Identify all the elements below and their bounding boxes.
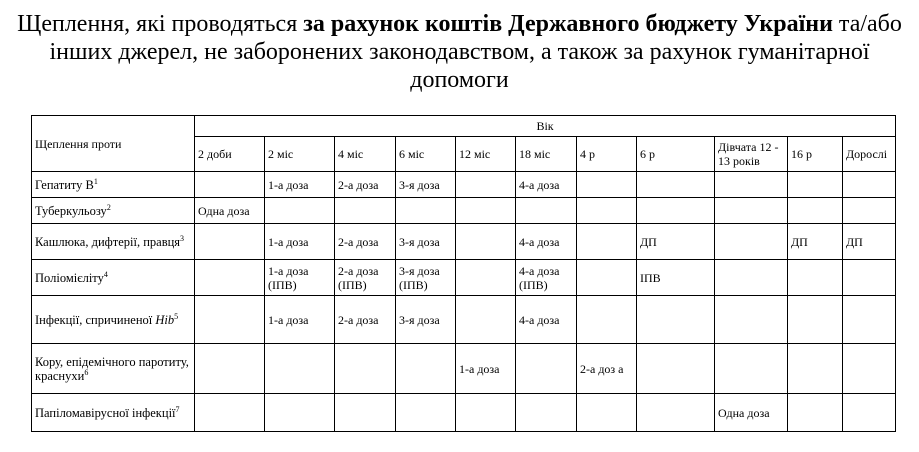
table-cell bbox=[637, 198, 715, 224]
row-label-text: Папіломавірусної інфекції bbox=[35, 405, 176, 420]
age-column-header: 4 р bbox=[577, 137, 637, 172]
table-cell: 3-я доза (ІПВ) bbox=[396, 260, 456, 296]
table-cell bbox=[788, 260, 843, 296]
age-column-header: 12 міс bbox=[456, 137, 516, 172]
table-cell: 1-а доза bbox=[265, 224, 335, 260]
table-cell bbox=[843, 344, 896, 394]
title-part2-bold: за рахунок коштів Державного бюджету України bbox=[303, 11, 833, 37]
table-cell: 4-а доза bbox=[516, 296, 577, 344]
table-row bbox=[32, 296, 896, 344]
row-label bbox=[32, 224, 195, 260]
table-cell bbox=[715, 172, 788, 198]
row-label bbox=[32, 344, 195, 394]
table-cell bbox=[788, 172, 843, 198]
table-row bbox=[32, 172, 896, 198]
title-part3: та/або інших джерел, не заборонених законодавством, а також за рахунок гуманітарної допомоги bbox=[49, 11, 902, 93]
table-cell bbox=[715, 296, 788, 344]
age-column-header: 6 р bbox=[637, 137, 715, 172]
table-cell bbox=[637, 344, 715, 394]
page-title bbox=[0, 10, 919, 94]
row-label-text: Гепатиту В bbox=[35, 177, 94, 192]
table-cell: 1-а доза bbox=[265, 172, 335, 198]
table-cell bbox=[577, 198, 637, 224]
table-cell bbox=[788, 296, 843, 344]
title-part1: Щеплення, які проводяться bbox=[17, 11, 304, 37]
table-cell: 1-а доза bbox=[265, 296, 335, 344]
table-cell bbox=[788, 198, 843, 224]
table-cell bbox=[335, 344, 396, 394]
row-label-italic: Hib bbox=[155, 312, 175, 327]
table-cell bbox=[637, 394, 715, 432]
table-cell bbox=[577, 224, 637, 260]
table-cell bbox=[843, 172, 896, 198]
table-cell bbox=[195, 296, 265, 344]
table-cell bbox=[456, 172, 516, 198]
table-cell bbox=[577, 260, 637, 296]
footnote-marker: 5 bbox=[174, 311, 179, 321]
table-cell bbox=[516, 344, 577, 394]
table-cell bbox=[788, 394, 843, 432]
table-cell bbox=[396, 344, 456, 394]
table-cell bbox=[396, 198, 456, 224]
table-row bbox=[32, 224, 896, 260]
table-cell bbox=[456, 260, 516, 296]
table-cell: 1-а доза bbox=[456, 344, 516, 394]
table-cell bbox=[335, 394, 396, 432]
table-cell bbox=[456, 224, 516, 260]
table-cell: ДП bbox=[637, 224, 715, 260]
age-column-header: 16 р bbox=[788, 137, 843, 172]
age-column-header: 18 міс bbox=[516, 137, 577, 172]
table-cell bbox=[843, 394, 896, 432]
table-cell: ДП bbox=[788, 224, 843, 260]
table-row bbox=[32, 260, 896, 296]
row-label-text: Кору, епідемічного паротиту, краснухи bbox=[35, 354, 189, 383]
table-row bbox=[32, 198, 896, 224]
corner-header: Щеплення проти bbox=[32, 116, 195, 172]
age-column-header: 2 міс bbox=[265, 137, 335, 172]
table-cell: 2-а доза bbox=[335, 172, 396, 198]
table-cell bbox=[195, 260, 265, 296]
row-label bbox=[32, 394, 195, 432]
table-cell: 1-а доза (ІПВ) bbox=[265, 260, 335, 296]
table-cell bbox=[335, 198, 396, 224]
footnote-marker: 6 bbox=[84, 367, 89, 377]
age-column-header: Дівчата 12 - 13 років bbox=[715, 137, 788, 172]
table-row bbox=[32, 394, 896, 432]
table-cell: 3-я доза bbox=[396, 172, 456, 198]
row-label bbox=[32, 296, 195, 344]
table-cell bbox=[637, 296, 715, 344]
table-cell: 2-а доза bbox=[335, 224, 396, 260]
table-cell: Одна доза bbox=[195, 198, 265, 224]
table-cell bbox=[195, 344, 265, 394]
table-cell: 4-а доза bbox=[516, 172, 577, 198]
table-cell bbox=[715, 224, 788, 260]
table-cell bbox=[843, 198, 896, 224]
table-cell bbox=[456, 296, 516, 344]
vaccination-schedule-table bbox=[31, 115, 896, 432]
table-cell bbox=[396, 394, 456, 432]
table-cell bbox=[516, 394, 577, 432]
table-cell bbox=[715, 344, 788, 394]
table-cell: 2-а доз а bbox=[577, 344, 637, 394]
age-column-header: 6 міс bbox=[396, 137, 456, 172]
age-column-header: 4 міс bbox=[335, 137, 396, 172]
row-label bbox=[32, 172, 195, 198]
table-cell bbox=[195, 394, 265, 432]
table-cell bbox=[788, 344, 843, 394]
table-cell bbox=[577, 296, 637, 344]
table-cell bbox=[843, 296, 896, 344]
row-label-text: Інфекції, спричиненої bbox=[35, 312, 153, 327]
table-cell bbox=[577, 172, 637, 198]
table-cell bbox=[265, 394, 335, 432]
table-cell: 3-я доза bbox=[396, 296, 456, 344]
table-body bbox=[32, 172, 896, 432]
table-cell bbox=[843, 260, 896, 296]
table-cell: ІПВ bbox=[637, 260, 715, 296]
table-cell bbox=[637, 172, 715, 198]
footnote-marker: 3 bbox=[180, 233, 185, 243]
age-header: Вік bbox=[195, 116, 896, 137]
table-cell bbox=[715, 260, 788, 296]
table-cell bbox=[456, 198, 516, 224]
footnote-marker: 1 bbox=[93, 176, 98, 186]
age-column-header: 2 доби bbox=[195, 137, 265, 172]
row-label bbox=[32, 260, 195, 296]
table-cell bbox=[516, 198, 577, 224]
table-cell bbox=[195, 172, 265, 198]
table-cell: Одна доза bbox=[715, 394, 788, 432]
footnote-marker: 4 bbox=[103, 269, 108, 279]
table-cell: 4-а доза bbox=[516, 224, 577, 260]
row-label-text: Туберкульозу bbox=[35, 203, 107, 218]
footnote-marker: 2 bbox=[106, 202, 111, 212]
table-cell: 2-а доза bbox=[335, 296, 396, 344]
footnote-marker: 7 bbox=[175, 404, 180, 414]
row-label-text: Кашлюка, дифтерії, правця bbox=[35, 234, 181, 249]
table-cell: 4-а доза (ІПВ) bbox=[516, 260, 577, 296]
table-cell: 3-я доза bbox=[396, 224, 456, 260]
row-label bbox=[32, 198, 195, 224]
table-cell bbox=[265, 198, 335, 224]
table-cell bbox=[715, 198, 788, 224]
age-column-header: Дорослі bbox=[843, 137, 896, 172]
table-cell: ДП bbox=[843, 224, 896, 260]
table-cell bbox=[456, 394, 516, 432]
table-cell bbox=[265, 344, 335, 394]
table-cell bbox=[577, 394, 637, 432]
table-cell bbox=[195, 224, 265, 260]
row-label-text: Поліомієліту bbox=[35, 270, 104, 285]
table-cell: 2-а доза (ІПВ) bbox=[335, 260, 396, 296]
table-row bbox=[32, 344, 896, 394]
